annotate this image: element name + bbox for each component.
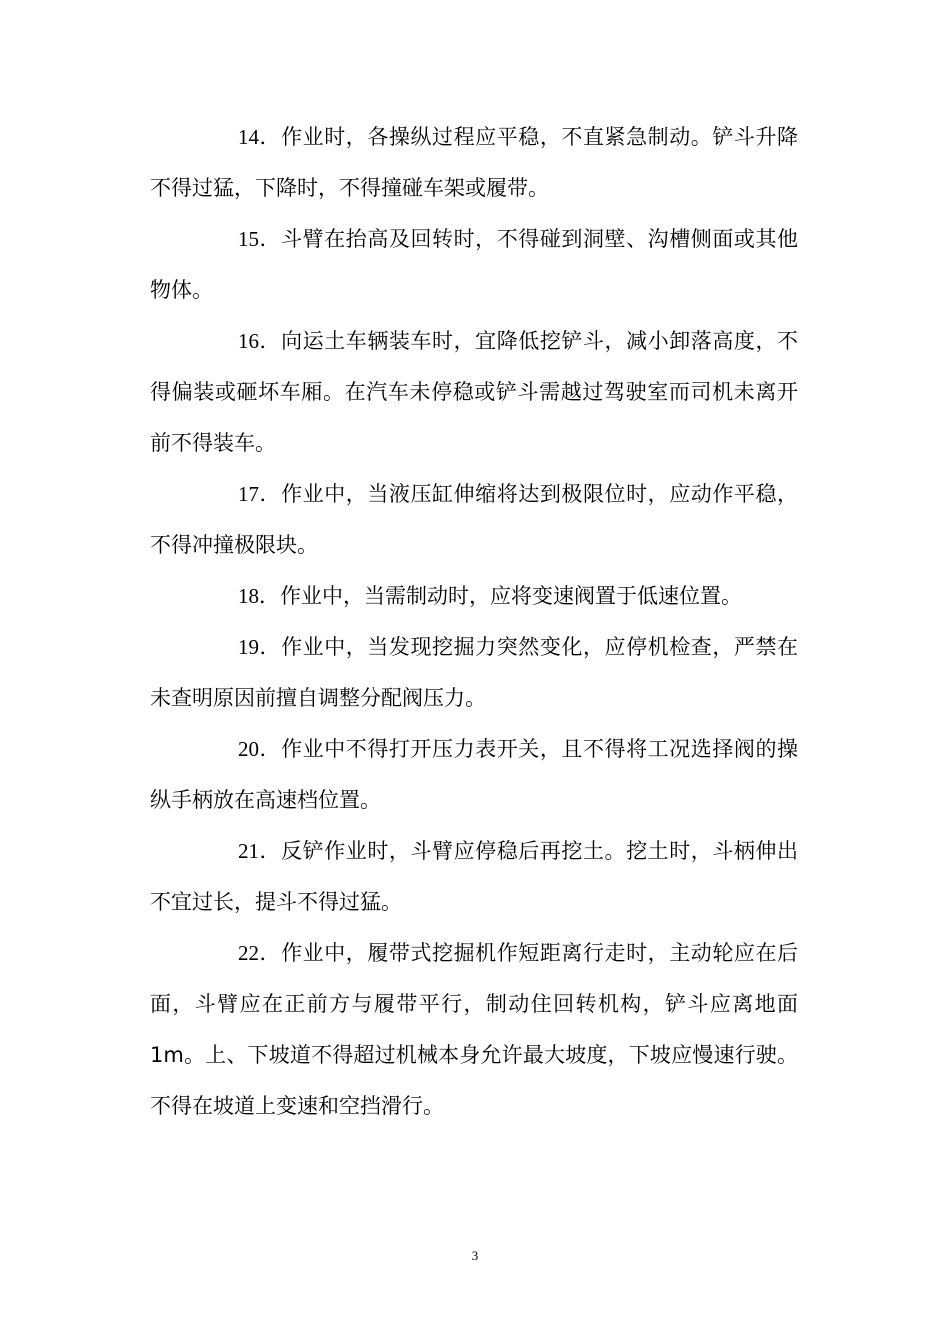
- paragraph-16: [150, 316, 798, 469]
- paragraph-text: 反铲作业时，斗臂应停稳后再挖土。挖土时，斗柄伸出不宜过长，提斗不得过猛。: [150, 839, 799, 914]
- document-body: [150, 112, 798, 1132]
- item-separator: ．: [259, 941, 282, 965]
- paragraph-text: 作业中，当发现挖掘力突然变化，应停机检查，严禁在未查明原因前擅自调整分配阀压力。: [150, 635, 799, 710]
- item-number: 14: [238, 125, 259, 149]
- item-number: 21: [238, 839, 259, 863]
- item-separator: ．: [259, 737, 282, 761]
- paragraph-text: 作业中不得打开压力表开关，且不得将工况选择阀的操纵手柄放在高速档位置。: [150, 737, 799, 812]
- paragraph-21: [150, 826, 798, 928]
- paragraph-text: 向运土车辆装车时，宜降低挖铲斗，减小卸落高度，不得偏装或砸坏车厢。在汽车未停稳或铲斗需越过驾驶室而司机未离开前不得装车。: [150, 329, 799, 455]
- paragraph-19: [150, 622, 798, 724]
- paragraph-text: 作业中，当液压缸伸缩将达到极限位时，应动作平稳，不得冲撞极限块。: [150, 482, 799, 557]
- paragraph-18: [150, 571, 798, 622]
- item-number: 20: [238, 737, 259, 761]
- paragraph-text: 作业时，各操纵过程应平稳，不直紧急制动。铲斗升降不得过猛，下降时，不得撞碰车架或履带。: [150, 125, 799, 200]
- item-number: 19: [238, 635, 259, 659]
- item-number: 22: [238, 941, 259, 965]
- item-number: 15: [238, 227, 259, 251]
- paragraph-15: [150, 214, 798, 316]
- item-separator: ．: [259, 584, 280, 608]
- page-number: 3: [471, 1248, 479, 1263]
- item-separator: ．: [259, 125, 282, 149]
- item-separator: ．: [259, 227, 282, 251]
- paragraph-20: [150, 724, 798, 826]
- item-number: 17: [238, 482, 259, 506]
- paragraph-22: [150, 928, 798, 1132]
- item-number: 18: [238, 584, 259, 608]
- item-number: 16: [238, 329, 259, 353]
- paragraph-text: 作业中，履带式挖掘机作短距离行走时，主动轮应在后面，斗臂应在正前方与履带平行，制动住回转机构，铲斗应离地面 1m。上、下坡道不得超过机械本身允许最大坡度，下坡应慢速行驶。不得在坡道上变速和空挡滑行。: [150, 941, 799, 1118]
- paragraph-text: 作业中，当需制动时，应将变速阀置于低速位置。: [280, 584, 742, 608]
- item-separator: ．: [259, 635, 282, 659]
- item-separator: ．: [259, 329, 282, 353]
- paragraph-text: 斗臂在抬高及回转时，不得碰到洞壁、沟槽侧面或其他物体。: [150, 227, 799, 302]
- paragraph-17: [150, 469, 798, 571]
- item-separator: ．: [259, 482, 282, 506]
- paragraph-14: [150, 112, 798, 214]
- item-separator: ．: [259, 839, 282, 863]
